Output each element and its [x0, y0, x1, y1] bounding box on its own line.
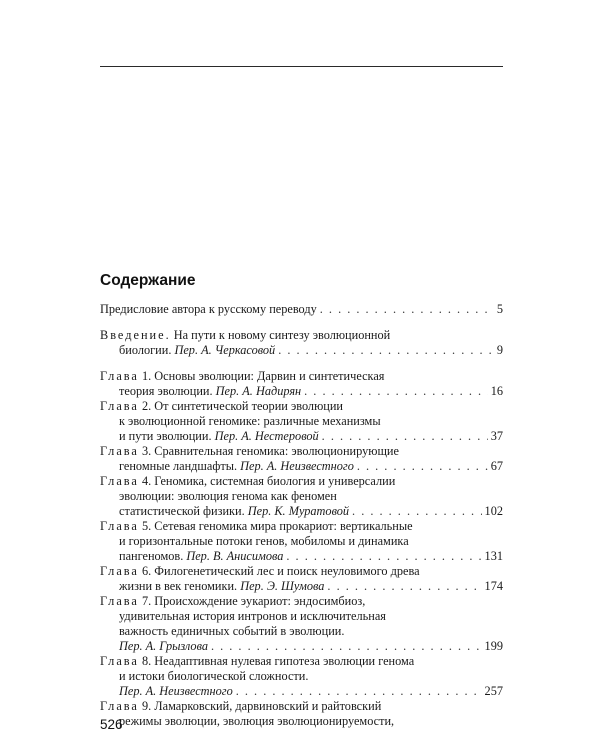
dot-leader	[357, 459, 488, 474]
entry-title-last: пангеномов.	[119, 549, 184, 563]
translator: Пер. А. Нестеровой	[214, 429, 319, 443]
toc-entry-chapter-9[interactable]	[100, 699, 503, 729]
contents-heading: Содержание	[100, 272, 196, 289]
entry-title-line1: Сетевая геномика мира прокариот: вертикальные	[154, 519, 413, 533]
entry-title-line1: Сравнительная геномика: эволюционирующие	[154, 444, 399, 458]
toc-entry-chapter-6[interactable]	[100, 564, 503, 594]
entry-label: Глава	[100, 399, 139, 413]
dot-leader	[320, 302, 494, 317]
entry-title: Предисловие автора к русскому переводу	[100, 302, 317, 316]
dot-leader	[286, 549, 481, 564]
chapter-number: 3.	[141, 444, 152, 458]
chapter-number: 8.	[141, 654, 152, 668]
entry-label: Введение.	[100, 328, 171, 342]
entry-label: Глава	[100, 594, 139, 608]
entry-title-line1: Происхождение эукариот: эндосимбиоз,	[154, 594, 366, 608]
page-ref: 174	[484, 579, 503, 593]
entry-title-last: геномные ландшафты.	[119, 459, 238, 473]
page-ref: 9	[496, 343, 503, 357]
entry-label: Глава	[100, 369, 139, 383]
chapter-number: 4.	[141, 474, 152, 488]
translator: Пер. А. Неизвестного	[119, 684, 233, 698]
entry-title-line2: к эволюционной геномике: различные механизмы	[119, 414, 381, 428]
entry-title-last: и пути эволюции.	[119, 429, 212, 443]
dot-leader	[236, 684, 482, 699]
toc-entry-chapter-2[interactable]	[100, 399, 503, 444]
dot-leader	[327, 579, 481, 594]
entry-label: Глава	[100, 519, 139, 533]
top-rule	[100, 66, 503, 67]
chapter-number: 7.	[141, 594, 152, 608]
entry-title-line1: Основы эволюции: Дарвин и синтетическая	[154, 369, 385, 383]
entry-title-line2: эволюции: эволюция генома как феномен	[119, 489, 337, 503]
entry-title-line3: важность единичных событий в эволюции.	[119, 624, 345, 638]
page-ref: 102	[484, 504, 503, 518]
entry-title-line1: Геномика, системная биология и универсалии	[154, 474, 396, 488]
translator: Пер. Э. Шумова	[240, 579, 325, 593]
entry-title-line2: и горизонтальные потоки генов, мобиломы и динамика	[119, 534, 409, 548]
entry-title-line1: От синтетической теории эволюции	[154, 399, 343, 413]
entry-label: Глава	[100, 654, 139, 668]
entry-title-line1: Неадаптивная нулевая гипотеза эволюции генома	[154, 654, 415, 668]
page-ref: 16	[490, 384, 503, 398]
toc-entry-chapter-5[interactable]	[100, 519, 503, 564]
toc-entry-chapter-3[interactable]	[100, 444, 503, 474]
translator: Пер. А. Грызлова	[119, 639, 208, 653]
entry-title-line1: Ламарковский, дарвиновский и райтовский	[154, 699, 382, 713]
entry-title-line1: Филогенетический лес и поиск неуловимого древа	[154, 564, 420, 578]
page-ref: 67	[490, 459, 503, 473]
entry-title-last: статистической физики.	[119, 504, 245, 518]
page-ref: 5	[496, 302, 503, 316]
dot-leader	[211, 639, 482, 654]
entry-title-last: жизни в век геномики.	[119, 579, 238, 593]
entry-title-line2: удивительная история интронов и исключительная	[119, 609, 386, 623]
dot-leader	[322, 429, 488, 444]
page-ref: 131	[484, 549, 503, 563]
toc-entry-introduction[interactable]	[100, 328, 503, 358]
entry-title-line2: режимы эволюции, эволюция эволюционируемости,	[119, 714, 395, 728]
page-number: 526	[100, 717, 123, 732]
entry-title-last: биологии.	[119, 343, 172, 357]
entry-label: Глава	[100, 474, 139, 488]
chapter-number: 9.	[141, 699, 152, 713]
entry-title-line1: На пути к новому синтезу эволюционной	[173, 328, 391, 342]
toc-entry-preface[interactable]	[100, 302, 503, 317]
chapter-number: 1.	[141, 369, 152, 383]
chapter-number: 5.	[141, 519, 152, 533]
chapter-number: 2.	[141, 399, 152, 413]
toc-entry-chapter-4[interactable]	[100, 474, 503, 519]
dot-leader	[304, 384, 488, 399]
translator: Пер. А. Надирян	[215, 384, 302, 398]
page-ref: 37	[490, 429, 503, 443]
page-ref: 257	[484, 684, 503, 698]
toc-entry-chapter-8[interactable]	[100, 654, 503, 699]
toc-entry-chapter-1[interactable]	[100, 369, 503, 399]
translator: Пер. А. Неизвестного	[240, 459, 354, 473]
entry-title-line2: и истоки биологической сложности.	[119, 669, 309, 683]
translator: Пер. А. Черкасовой	[174, 343, 276, 357]
dot-leader	[352, 504, 482, 519]
page-ref: 199	[484, 639, 503, 653]
dot-leader	[278, 343, 494, 358]
entry-title-last: теория эволюции.	[119, 384, 213, 398]
table-of-contents	[100, 302, 503, 729]
entry-label: Глава	[100, 699, 139, 713]
entry-label: Глава	[100, 444, 139, 458]
toc-entry-chapter-7[interactable]	[100, 594, 503, 654]
translator: Пер. В. Анисимова	[186, 549, 284, 563]
entry-label: Глава	[100, 564, 139, 578]
chapter-number: 6.	[141, 564, 152, 578]
translator: Пер. К. Муратовой	[247, 504, 350, 518]
